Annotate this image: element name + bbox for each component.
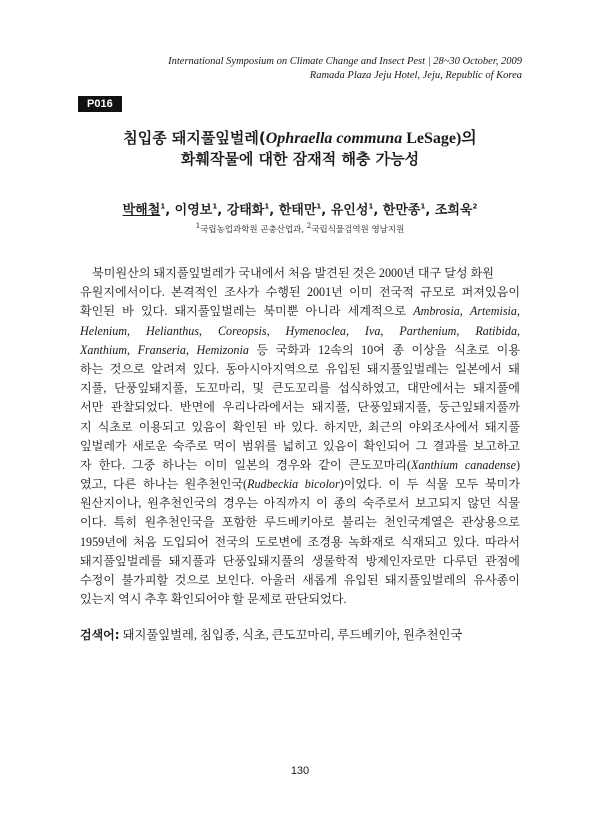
abstract-text: ,: [459, 304, 470, 319]
abstract-line: [80, 494, 520, 513]
abstract-text: ,: [380, 323, 400, 338]
abstract-text: 돼지풀잎벌레를 돼지풀과 단풍잎돼지풀의 생물학적 방제인자로만 다루던 관점에: [80, 553, 520, 568]
abstract-line: [80, 475, 520, 494]
abstract-line: [80, 533, 520, 552]
author-separator: ,: [321, 203, 331, 218]
abstract-text: ,: [185, 342, 197, 357]
abstract-text: ,: [199, 323, 218, 338]
author-name: 조희욱: [434, 203, 473, 218]
scientific-name: Iva: [364, 323, 381, 338]
author-separator: ,: [269, 203, 279, 218]
keywords-text: 돼지풀잎벌레, 침입종, 식초, 큰도꼬마리, 루드베키아, 원추천인국: [119, 628, 463, 642]
abstract-line: [80, 302, 520, 321]
scientific-name: Parthenium: [399, 323, 457, 338]
scientific-name: Ratibida: [475, 323, 518, 338]
scientific-name: Rudbeckia bicolor: [247, 477, 340, 492]
author-separator: ,: [165, 203, 175, 218]
author-separator: ,: [217, 203, 227, 218]
abstract-text: 지 식초로 이용되고 있음이 확인된 바 있다. 하지만, 최근의 야외조사에서 돼지풀: [80, 419, 520, 434]
affiliations: [0, 222, 600, 235]
author-separator: ,: [425, 203, 435, 218]
abstract-line: [80, 437, 520, 456]
author-separator: ,: [373, 203, 383, 218]
scientific-name: Helenium: [80, 323, 128, 338]
scientific-name: Xanthium canadense: [410, 457, 516, 472]
scientific-name: Coreopsis: [217, 323, 267, 338]
scientific-name: Hymenoclea: [285, 323, 346, 338]
abstract-line: [80, 590, 520, 609]
affiliation-1-number: 1: [195, 222, 201, 230]
abstract-line: [80, 552, 520, 571]
title-line1: [0, 128, 600, 149]
abstract-text: ): [515, 457, 520, 472]
abstract-line: [80, 513, 520, 532]
author-affiliation-mark: 1: [420, 202, 426, 211]
author-name: 한태만: [278, 203, 317, 218]
affiliation-2: 국립식물검역원 영남지원: [311, 224, 405, 235]
author-affiliation-mark: 1: [160, 202, 166, 211]
author-affiliation-mark: 1: [264, 202, 270, 211]
poster-id-badge: P016: [78, 96, 122, 112]
abstract-line: [80, 398, 520, 417]
abstract-text: ,: [456, 323, 476, 338]
page-number: 130: [290, 765, 310, 777]
keywords: [80, 625, 540, 643]
author-name: 유인성: [330, 203, 369, 218]
affiliation-1: 국립농업과학원 곤충산업과,: [200, 224, 307, 235]
abstract-text: ,: [517, 323, 521, 338]
abstract-text: 잎벌레가 새로운 숙주로 먹이 범위를 넓히고 있음이 확인되어 그 결과를 보고하고: [80, 438, 520, 453]
abstract-text: 지풀, 단풍잎돼지풀, 도꼬마리, 및 큰도꼬리를 섭식하였고, 대만에서는 돼지풀에: [80, 381, 520, 396]
abstract-text: 있는지 역시 추후 확인되어야 할 문제로 판단되었다.: [80, 592, 347, 607]
abstract-text: ,: [127, 323, 146, 338]
abstract-text: 등 국화과 12속의 10여 종 이상을 식초로 이용: [248, 342, 521, 357]
title-part2: LeSage)의: [402, 130, 477, 147]
abstract-line: [80, 571, 520, 590]
author-affiliation-mark: 1: [368, 202, 374, 211]
abstract-line: [80, 322, 520, 341]
author-name: 강태화: [226, 203, 265, 218]
abstract-text: 확인된 바 있다. 돼지풀잎벌레는 북미뿐 아니라 세계적으로: [80, 304, 414, 319]
author-name: 한만종: [382, 203, 421, 218]
paper-title: [0, 128, 600, 170]
abstract-line: [80, 341, 520, 360]
abstract-text: 북미원산의 돼지풀잎벌레가 국내에서 처음 발견된 것은 2000년 대구 달성 화원: [80, 266, 494, 280]
keywords-label: 검색어:: [80, 628, 120, 642]
conference-header-line2: Ramada Plaza Jeju Hotel, Jeju, Republic of Korea: [309, 70, 522, 81]
abstract-line: [80, 283, 520, 302]
scientific-name: Franseria: [137, 342, 186, 357]
author-affiliation-mark: 2: [472, 202, 478, 211]
abstract-text: 수정이 불가피할 것으로 보인다. 아울러 새롭게 유입된 돼지풀잎벌레의 유사종이: [80, 573, 520, 587]
abstract-line: [80, 264, 520, 283]
abstract-text: ,: [345, 323, 365, 338]
title-part1: 침입종 돼지풀잎벌레(: [123, 129, 266, 147]
author-list: [0, 199, 600, 218]
abstract-text: ,: [516, 304, 520, 319]
scientific-name: Xanthium: [80, 342, 128, 357]
abstract-text: ,: [266, 323, 286, 338]
author-name: 박해철: [122, 203, 161, 218]
abstract-text: 였고, 다른 하나는 원추천인국(: [80, 477, 248, 492]
abstract-text: 하는 것으로 알려져 있다. 동아시아지역으로 유입된 돼지풀잎벌레는 일본에서 돼: [80, 361, 520, 376]
scientific-name: Hemizonia: [196, 342, 249, 357]
title-line2: 화훼작물에 대한 잠재적 해충 가능성: [180, 150, 420, 168]
abstract-line: [80, 456, 520, 475]
abstract-text: 원산지이나, 원추천인국의 경우는 아직까지 이 종의 숙주로서 보고되지 않던 식물: [80, 496, 520, 511]
abstract-line: [80, 418, 520, 437]
scientific-name: Artemisia: [469, 304, 517, 319]
conference-header: [168, 55, 522, 83]
abstract-text: 이다. 특히 원추천인국을 포함한 루드베키아로 불리는 천인국계열은 관상용으로: [80, 515, 520, 530]
abstract-text: 서만 관찰되었다. 반면에 우리나라에서는 돼지풀, 단풍잎돼지풀, 둥근잎돼지풀까: [80, 400, 520, 415]
abstract-text: )이었다. 이 두 식물 모두 북미가: [339, 477, 521, 492]
abstract-line: [80, 379, 520, 398]
author-affiliation-mark: 1: [212, 202, 218, 211]
abstract-body: [80, 264, 520, 609]
conference-header-line1: International Symposium on Climate Change and Insect Pest | 28~30 October, 2009: [168, 56, 522, 67]
title-species-name: Ophraella communa: [265, 130, 403, 147]
author-name: 이영보: [174, 203, 213, 218]
abstract-text: 자 한다. 그중 하나는 이미 일본의 경우와 같이 큰도꼬마리(: [80, 457, 411, 472]
abstract-line: [80, 360, 520, 379]
author-affiliation-mark: 1: [316, 202, 322, 211]
abstract-text: 유원지에서이다. 본격적인 조사가 수행된 2001년 이미 전국적 규모로 퍼져있음이: [80, 285, 520, 300]
affiliation-2-number: 2: [306, 222, 312, 230]
scientific-name: Ambrosia: [413, 304, 460, 319]
abstract-text: ,: [127, 342, 138, 357]
scientific-name: Helianthus: [145, 323, 200, 338]
abstract-text: 1959년에 처음 도입되어 전국의 도로변에 조경용 녹화재로 식재되고 있다. 따라서: [80, 534, 520, 549]
